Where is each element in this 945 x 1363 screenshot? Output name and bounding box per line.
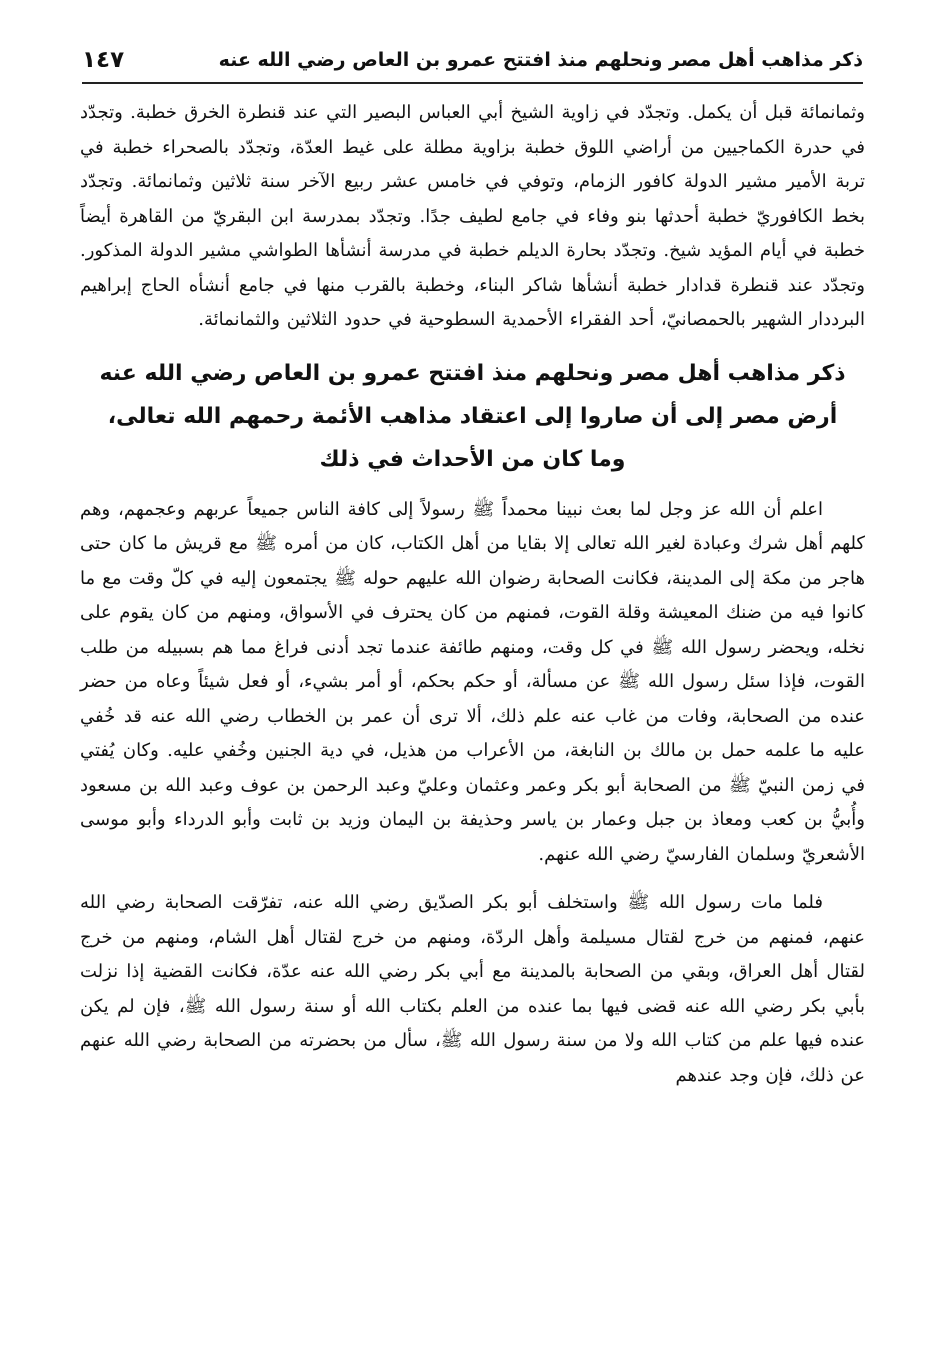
page-body bbox=[80, 96, 865, 1093]
paragraph-prophet-companions: اعلم أن الله عز وجل لما بعث نبينا محمداً ﷺ رسولاً إلى كافة الناس جميعاً عربهم وعجمهم، وهم كلهم أهل شرك وعبادة لغير الله تعالى إلا بقايا من أهل الكتاب، كان من أمره ﷺ مع قريش ما كان حتى هاجر من مكة إلى المدينة، فكانت الصحابة رضوان الله عليهم حوله ﷺ يجتمعون إليه في كلّ وقت مع ما كانوا فيه من ضنك المعيشة وقلة القوت، فمنهم من كان يحترف في الأسواق، ومنهم من كان يقوم على نخله، ويحضر رسول الله ﷺ في كل وقت، ومنهم طائفة عندما تجد أدنى فراغ مما هم بسبيله من طلب القوت، فإذا سئل رسول الله ﷺ عن مسألة، أو حكم بحكم، أو أمر بشيء، أو فعل شيئاً وعاه من حضر عنده من الصحابة، وفات من غاب عنه علم ذلك، ألا ترى أن عمر بن الخطاب رضي الله عنه قد خُفي عليه ما علمه حمل بن مالك بن النابغة، من الأعراب من هذيل، في دية الجنين وخُفي عليه. وكان يُفتي في زمن النبيّ ﷺ من الصحابة أبو بكر وعمر وعثمان وعليّ وعبد الرحمن بن عوف وعبد الله بن مسعود وأُبيُّ بن كعب ومعاذ بن جبل وعمار بن ياسر وحذيفة بن اليمان وزيد بن ثابت وأبو الدرداء وأبو موسى الأشعريّ وسلمان الفارسيّ رضي الله عنهم. bbox=[80, 498, 866, 865]
paragraph-after-prophet-death: فلما مات رسول الله ﷺ واستخلف أبو بكر الصدّيق رضي الله عنه، تفرّقت الصحابة رضي الله عنهم، فمنهم من خرج لقتال مسيلمة وأهل الردّة، ومنهم من خرج لقتال أهل الشام، ومنهم من خرج لقتال أهل العراق، وبقي من الصحابة بالمدينة مع أبي بكر رضي الله عنه عدّة، فكانت القضية إذا نزلت بأبي بكر رضي الله عنه قضى فيها بما عنده من العلم بكتاب الله أو سنة رسول الله ﷺ، فإن لم يكن عنده فيها علم من كتاب الله ولا من سنة رسول الله ﷺ، سأل من بحضرته من الصحابة رضي الله عنهم عن ذلك، فإن وجد عندهم bbox=[80, 892, 865, 1086]
paragraph-gap bbox=[80, 872, 865, 886]
running-title: ذكر مذاهب أهل مصر ونحلهم منذ افتتح عمرو بن العاص رضي الله عنه bbox=[218, 49, 863, 71]
section-heading-line-2: أرض مصر إلى أن صاروا إلى اعتقاد مذاهب الأئمة رحمهم الله تعالى، bbox=[107, 403, 838, 429]
section-heading-line-3: وما كان من الأحداث في ذلك bbox=[319, 446, 626, 472]
running-header bbox=[82, 38, 863, 84]
paragraph-continued: وثمانمائة قبل أن يكمل. وتجدّد في زاوية الشيخ أبي العباس البصير التي عند قنطرة الخرق خطبة. وتجدّد في حدرة الكماجيين من أراضي اللوق خطبة بزاوية مطلة على غيط العدّة، وتجدّد بالصحراء خطبة في تربة الأمير مشير الدولة كافور الزمام، وتوفي في خامس عشر ربيع الآخر سنة ثلاثين وثمانمائة. وتجدّد بخط الكافوريّ خطبة أحدثها بنو وفاء في جامع لطيف جدًا. وتجدّد بمدرسة ابن البقريّ من القاهرة أيضاً خطبة في أيام المؤيد شيخ. وتجدّد بحارة الديلم خطبة في مدرسة أنشأها الطواشي مشير الدولة المذكور. وتجدّد عند قنطرة قدادار خطبة أنشأها شاكر البناء، وخطبة بالقرب منها في جامع أنشأه الحاج إبراهيم البرددار الشهير بالحمصانيّ، أحد الفقراء الأحمدية السطوحية في حدود الثلاثين والثمانمائة. bbox=[80, 102, 865, 330]
section-heading bbox=[80, 352, 865, 481]
page-number: ١٤٧ bbox=[82, 47, 125, 73]
section-heading-line-1: ذكر مذاهب أهل مصر ونحلهم منذ افتتح عمرو بن العاص رضي الله عنه bbox=[99, 360, 846, 386]
